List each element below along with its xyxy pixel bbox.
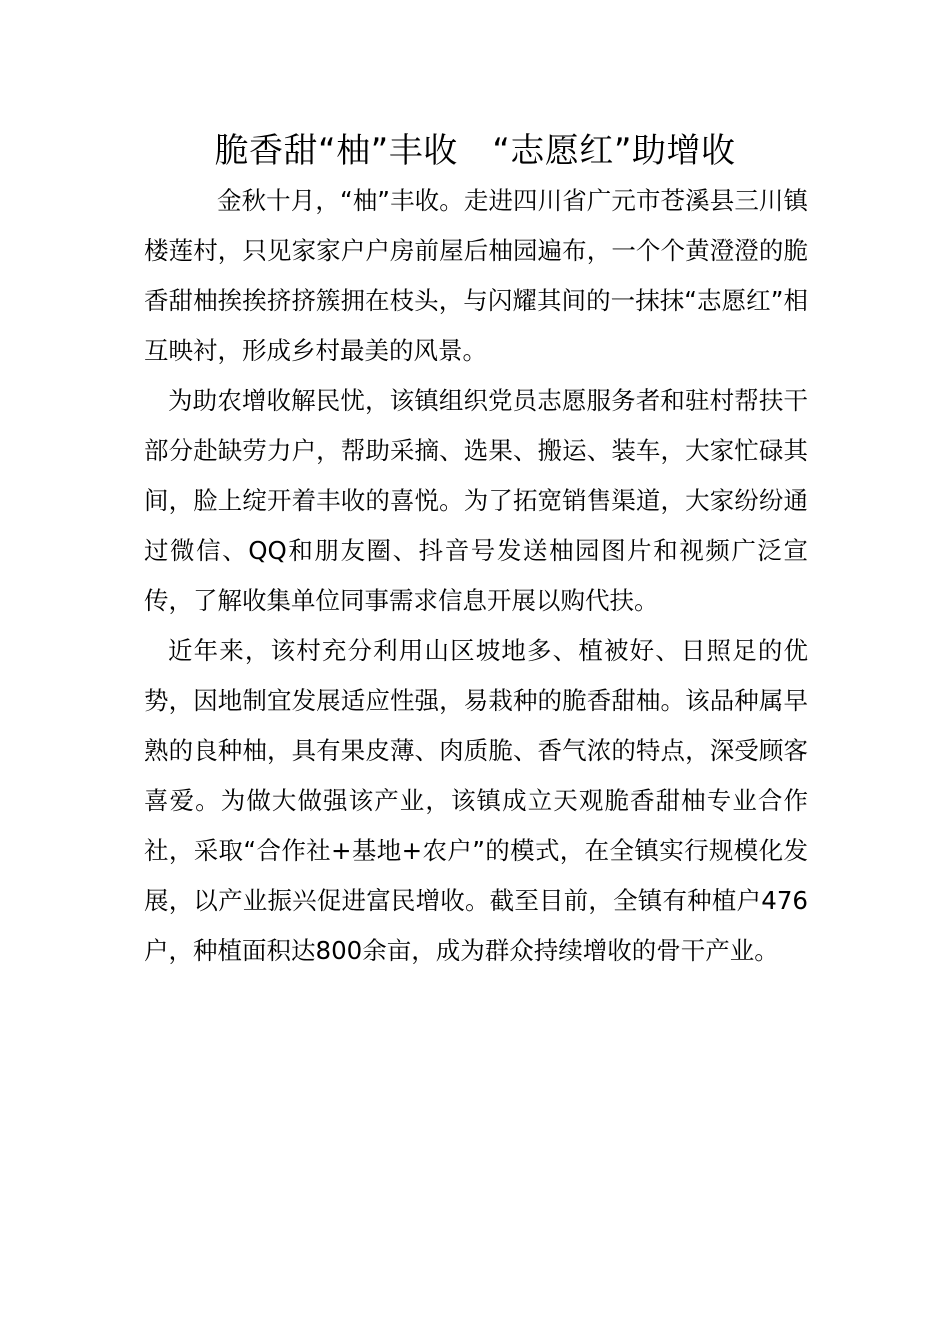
document-title: 脆香甜“柚”丰收 “志愿红”助增收 [214,131,736,171]
article-body [144,176,808,976]
paragraph-1: 金秋十月，“柚”丰收。走进四川省广元市苍溪县三川镇楼莲村，只见家家户户房前屋后柚园遍布，一个个黄澄澄的脆香甜柚挨挨挤挤簇拥在枝头，与闪耀其间的一抹抹“志愿红”相互映衬，形成乡村最美的风景。 [144,186,808,365]
paragraph-3: 近年来，该村充分利用山区坡地多、植被好、日照足的优势，因地制宜发展适应性强，易栽种的脆香甜柚。该品种属早熟的良种柚，具有果皮薄、肉质脆、香气浓的特点，深受顾客喜爱。为做大做强该产业，该镇成立天观脆香甜柚专业合作社，采取“合作社+基地+农户”的模式，在全镇实行规模化发展，以产业振兴促进富民增收。截至目前，全镇有种植户476户，种植面积达800余亩，成为群众持续增收的骨干产业。 [144,636,808,965]
paragraph-2: 为助农增收解民忧，该镇组织党员志愿服务者和驻村帮扶干部分赴缺劳力户，帮助采摘、选果、搬运、装车，大家忙碌其间，脸上绽开着丰收的喜悦。为了拓宽销售渠道，大家纷纷通过微信、QQ和朋友圈、抖音号发送柚园图片和视频广泛宣传，了解收集单位同事需求信息开展以购代扶。 [144,386,808,615]
